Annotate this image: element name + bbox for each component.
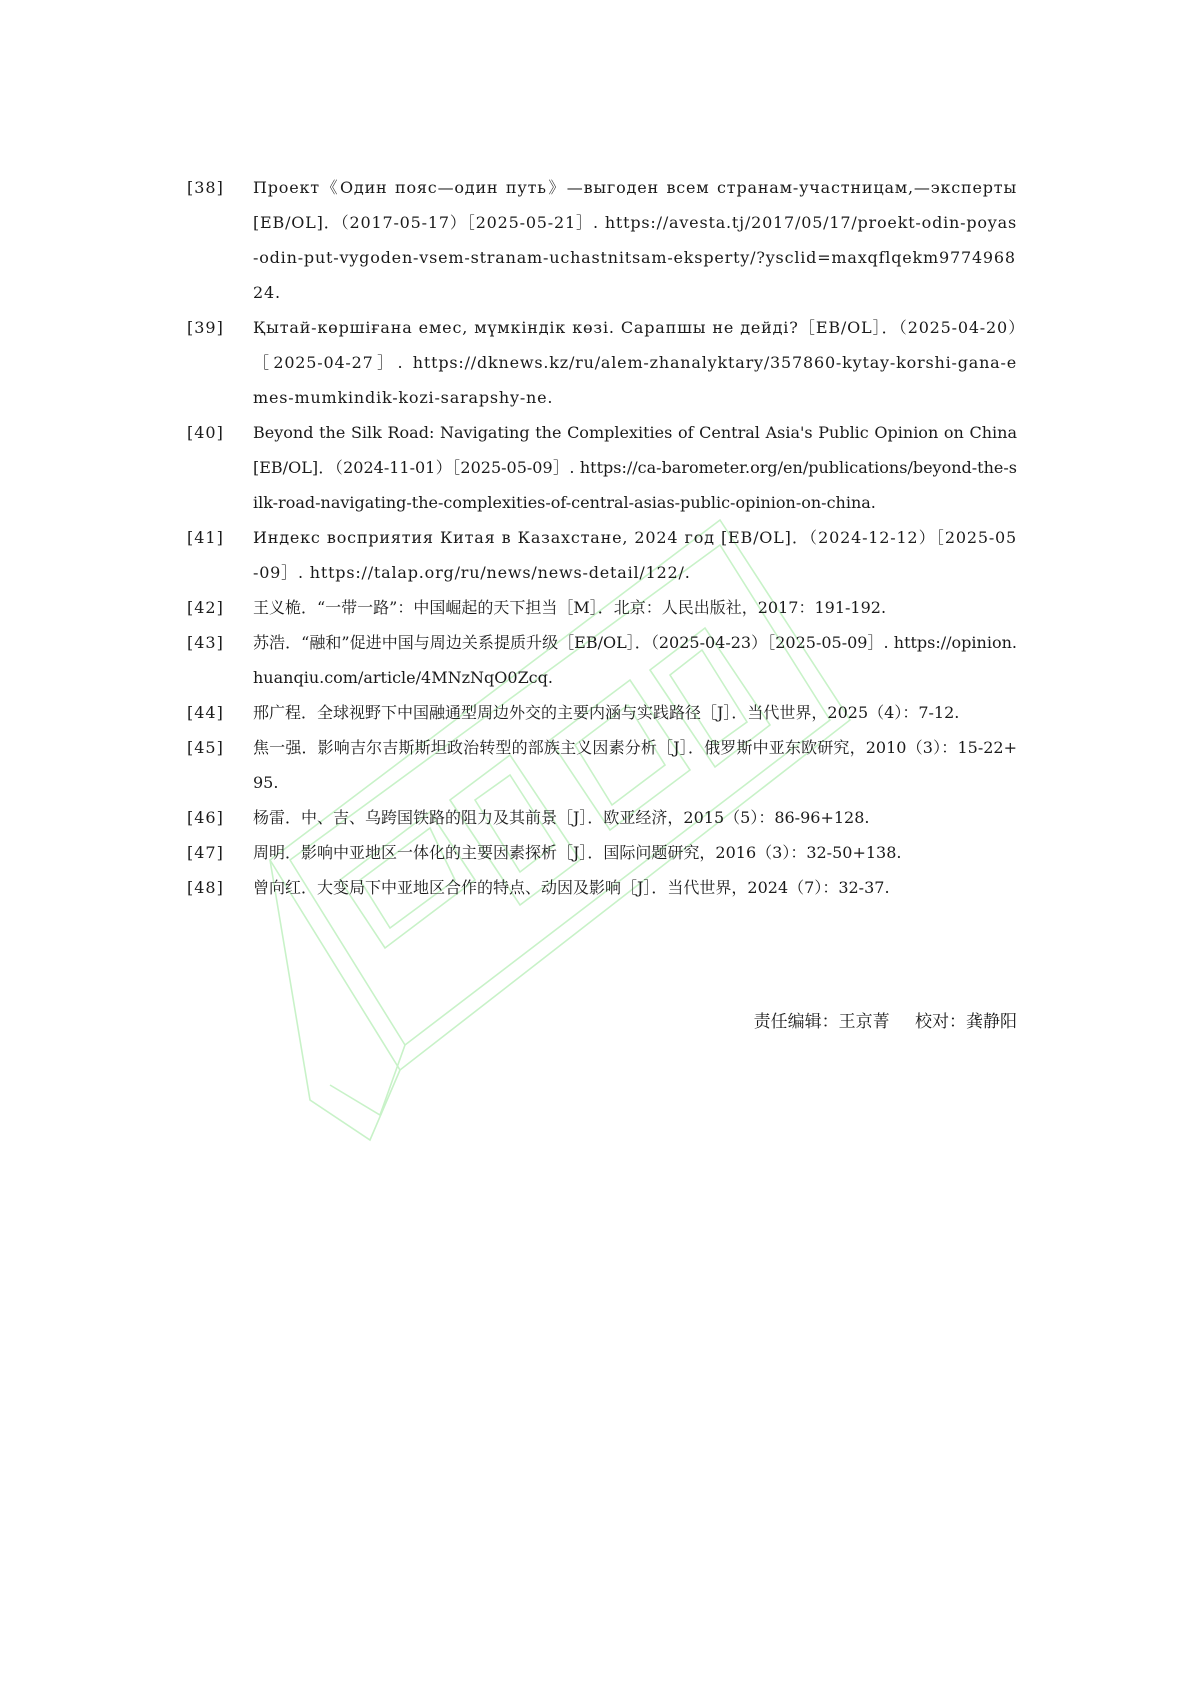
reference-number: [39] [187, 318, 224, 337]
reference-item [187, 310, 1017, 415]
responsible-editor: 责任编辑：王京菁 [753, 1012, 890, 1032]
reference-number: [46] [187, 808, 224, 827]
reference-number: [40] [187, 423, 224, 442]
reference-item [187, 520, 1017, 590]
reference-text: 苏浩．“融和”促进中国与周边关系提质升级［EB/OL］．（2025-04-23）［2025-05-09］. https://opinion.huanqiu.com/article/4MNzNqO0Zcq. [253, 633, 1017, 687]
proofreader: 校对：龚静阳 [915, 1012, 1017, 1032]
reference-text: Қытай-көршіғана емес, мүмкіндік көзі. Сарапшы не дейді?［EB/OL］．（2025-04-20）［2025-04-27］. https://dknews.kz/ru/alem-zhanalyktary/357860-kytay-korshi-gana-emes-mumkindik-kozi-sarapshy-ne. [253, 318, 1017, 407]
reference-item [187, 415, 1017, 520]
reference-text: Beyond the Silk Road: Navigating the Complexities of Central Asia's Public Opinion on China [EB/OL]．（2024-11-01）［2025-05-09］. https://ca-barometer.org/en/publications/beyond-the-silk-road-navigating-the-complexities-of-central-asias-public-opinion-on-china. [253, 423, 1017, 512]
reference-item [187, 800, 1017, 835]
reference-text: Индекс восприятия Китая в Казахстане, 2024 год [EB/OL]．（2024-12-12）［2025-05-09］. https://talap.org/ru/news/news-detail/122/. [253, 528, 1017, 582]
reference-text: 王义桅．“一带一路”：中国崛起的天下担当［M］．北京：人民出版社，2017：191-192. [253, 598, 887, 617]
reference-number: [42] [187, 598, 224, 617]
reference-number: [48] [187, 878, 224, 897]
reference-item [187, 625, 1017, 695]
reference-item [187, 695, 1017, 730]
reference-item [187, 730, 1017, 800]
reference-number: [47] [187, 843, 224, 862]
reference-text: Проект《Один пояс—один путь》—выгоден всем странам-участницам,—эксперты [EB/OL]．（2017-05-17）［2025-05-21］. https://avesta.tj/2017/05/17/proekt-odin-poyas-odin-put-vygoden-vsem-stranam-uchastnitsam-eksperty/?ysclid=maxqflqekm977496824. [253, 178, 1017, 302]
reference-number: [44] [187, 703, 224, 722]
reference-text: 邢广程．全球视野下中国融通型周边外交的主要内涵与实践路径［J］．当代世界，2025（4）：7-12. [253, 703, 960, 722]
reference-text: 焦一强．影响吉尔吉斯斯坦政治转型的部族主义因素分析［J］．俄罗斯中亚东欧研究，2010（3）：15-22+95. [253, 738, 1017, 792]
reference-list [187, 170, 1017, 905]
reference-text: 杨雷．中、吉、乌跨国铁路的阻力及其前景［J］．欧亚经济，2015（5）：86-96+128. [253, 808, 870, 827]
reference-item [187, 590, 1017, 625]
reference-item [187, 170, 1017, 310]
reference-number: [45] [187, 738, 224, 757]
reference-text: 周明．影响中亚地区一体化的主要因素探析［J］．国际问题研究，2016（3）：32-50+138. [253, 843, 902, 862]
editorial-credits [754, 1007, 1017, 1037]
reference-item [187, 870, 1017, 905]
reference-item [187, 835, 1017, 870]
reference-number: [38] [187, 178, 224, 197]
reference-text: 曾向红．大变局下中亚地区合作的特点、动因及影响［J］．当代世界，2024（7）：32-37. [253, 878, 890, 897]
reference-number: [43] [187, 633, 224, 652]
reference-number: [41] [187, 528, 224, 547]
